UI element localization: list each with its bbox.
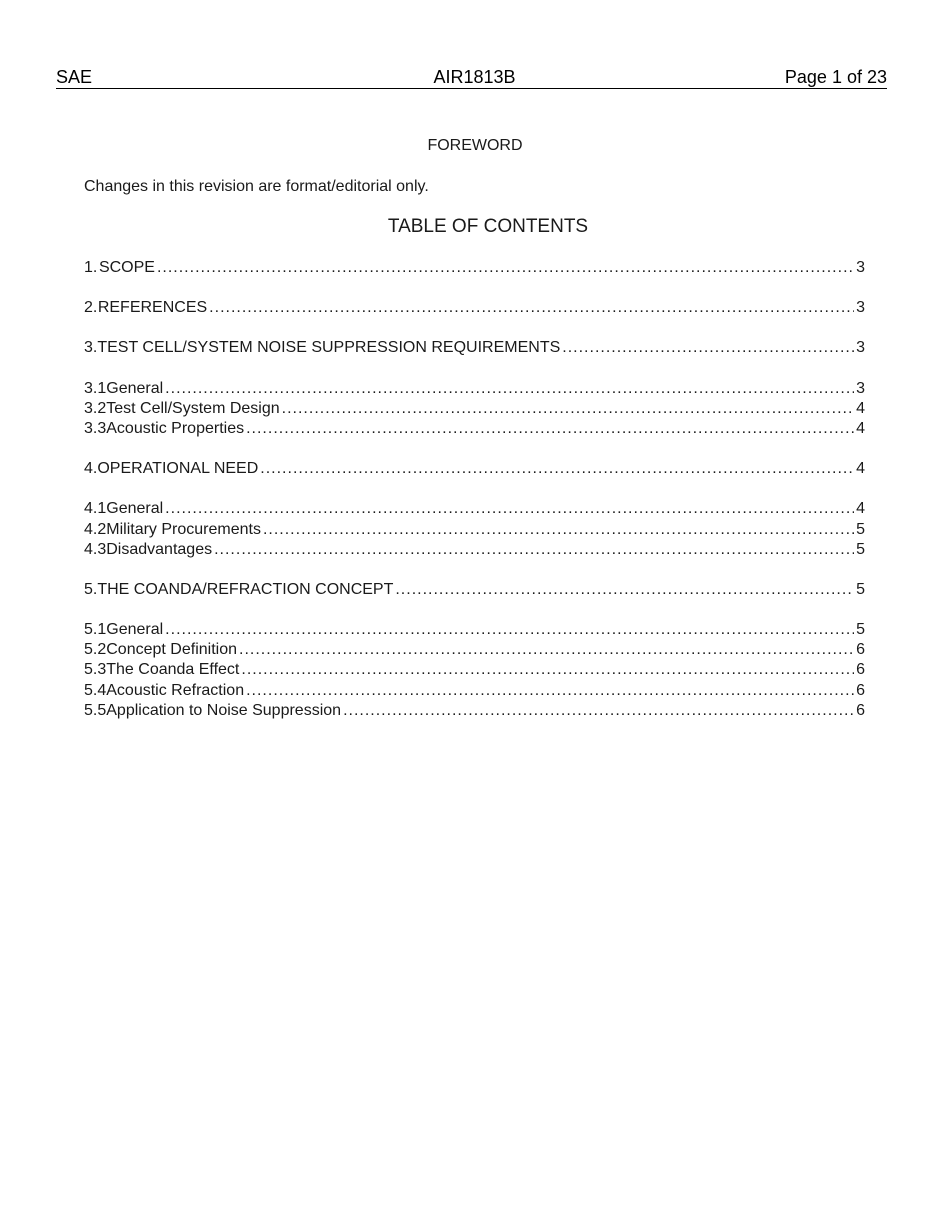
- toc-entry[interactable]: [84, 520, 865, 540]
- header-document-number: AIR1813B: [433, 67, 516, 87]
- toc-entry-label: Concept Definition: [106, 641, 237, 659]
- toc-entry-number: 5.3: [84, 661, 107, 679]
- toc-entry-number: 5.5: [84, 701, 107, 719]
- toc-entry[interactable]: [84, 620, 865, 640]
- toc-entry-number: 3.: [84, 339, 98, 357]
- toc-entry-number: 1.: [84, 259, 98, 276]
- toc-entry-number: 3.1: [84, 379, 107, 397]
- page-header: [56, 66, 887, 89]
- toc-entry-page: 3: [856, 379, 865, 397]
- toc-entry-number: 4.2: [84, 520, 107, 538]
- toc-leader-dots: [562, 338, 854, 358]
- table-of-contents: [84, 258, 865, 721]
- toc-leader-dots: [241, 660, 854, 680]
- toc-entry-label: Military Procurements: [106, 520, 261, 538]
- toc-entry-label: SCOPE: [98, 259, 155, 276]
- toc-leader-dots: [282, 399, 854, 419]
- toc-entry[interactable]: [84, 258, 865, 278]
- toc-entry[interactable]: [84, 701, 865, 721]
- toc-entry[interactable]: [84, 379, 865, 399]
- toc-entry[interactable]: [84, 640, 865, 660]
- toc-entry-label: Application to Noise Suppression: [106, 701, 342, 719]
- toc-leader-dots: [214, 540, 854, 560]
- toc-entry-number: 5.1: [84, 621, 107, 639]
- toc-entry-number: 5.2: [84, 641, 107, 659]
- toc-entry[interactable]: [84, 459, 865, 479]
- toc-entry-number: 5.4: [84, 681, 107, 699]
- toc-entry-label: Disadvantages: [106, 540, 213, 558]
- foreword-title: FOREWORD: [427, 137, 523, 154]
- toc-entry-label: Acoustic Properties: [106, 419, 245, 437]
- toc-leader-dots: [209, 298, 854, 318]
- toc-entry-page: 5: [856, 580, 865, 598]
- toc-entry[interactable]: [84, 681, 865, 701]
- toc-entry-number: 3.2: [84, 399, 107, 417]
- toc-entry-number: 4.1: [84, 500, 107, 518]
- toc-entry[interactable]: [84, 660, 865, 680]
- toc-entry-number: 3.3: [84, 419, 107, 437]
- toc-entry-page: 5: [856, 621, 865, 639]
- toc-entry[interactable]: [84, 499, 865, 519]
- header-publisher: SAE: [56, 67, 93, 87]
- toc-leader-dots: [246, 419, 854, 439]
- toc-title: TABLE OF CONTENTS: [387, 216, 589, 237]
- toc-entry-label: THE COANDA/REFRACTION CONCEPT: [97, 580, 394, 598]
- foreword-text: Changes in this revision are format/editorial only.: [84, 178, 429, 195]
- toc-entry-label: General: [106, 379, 164, 397]
- toc-entry-label: OPERATIONAL NEED: [97, 460, 259, 478]
- toc-entry-label: Test Cell/System Design: [106, 399, 280, 417]
- toc-entry-page: 6: [856, 641, 865, 659]
- toc-entry[interactable]: [84, 419, 865, 439]
- toc-leader-dots: [263, 520, 854, 540]
- toc-entry-label: General: [106, 500, 164, 518]
- toc-entry-number: 2.: [84, 299, 98, 317]
- toc-entry-label: General: [106, 621, 164, 639]
- toc-entry-page: 6: [856, 661, 865, 679]
- toc-entry-page: 6: [856, 681, 865, 699]
- toc-entry-page: 6: [856, 701, 865, 719]
- toc-entry-page: 3: [856, 299, 865, 317]
- toc-entry-page: 4: [856, 460, 865, 478]
- toc-entry-number: 4.: [84, 460, 98, 478]
- toc-leader-dots: [165, 379, 854, 399]
- toc-entry-page: 4: [856, 500, 865, 518]
- toc-entry[interactable]: [84, 298, 865, 318]
- toc-entry-label: REFERENCES: [97, 299, 208, 317]
- toc-entry[interactable]: [84, 580, 865, 600]
- toc-entry[interactable]: [84, 399, 865, 419]
- toc-entry-page: 4: [856, 419, 865, 437]
- toc-leader-dots: [239, 640, 854, 660]
- toc-entry-number: 4.3: [84, 540, 107, 558]
- toc-entry-page: 5: [856, 520, 865, 538]
- toc-entry-label: The Coanda Effect: [106, 661, 240, 679]
- toc-leader-dots: [246, 681, 854, 701]
- toc-entry-label: TEST CELL/SYSTEM NOISE SUPPRESSION REQUIREMENTS: [97, 339, 561, 357]
- toc-entry-page: 4: [856, 399, 865, 417]
- toc-leader-dots: [165, 499, 854, 519]
- toc-leader-dots: [165, 620, 854, 640]
- toc-leader-dots: [260, 459, 854, 479]
- toc-entry[interactable]: [84, 338, 865, 358]
- toc-entry-label: Acoustic Refraction: [106, 681, 245, 699]
- toc-entry[interactable]: [84, 540, 865, 560]
- toc-entry-page: 3: [856, 259, 865, 276]
- toc-entry-number: 5.: [84, 580, 98, 598]
- header-page-number: Page 1 of 23: [784, 67, 887, 87]
- toc-leader-dots: [157, 258, 854, 278]
- toc-leader-dots: [343, 701, 854, 721]
- toc-entry-page: 5: [856, 540, 865, 558]
- toc-entry-page: 3: [856, 339, 865, 357]
- toc-leader-dots: [395, 580, 854, 600]
